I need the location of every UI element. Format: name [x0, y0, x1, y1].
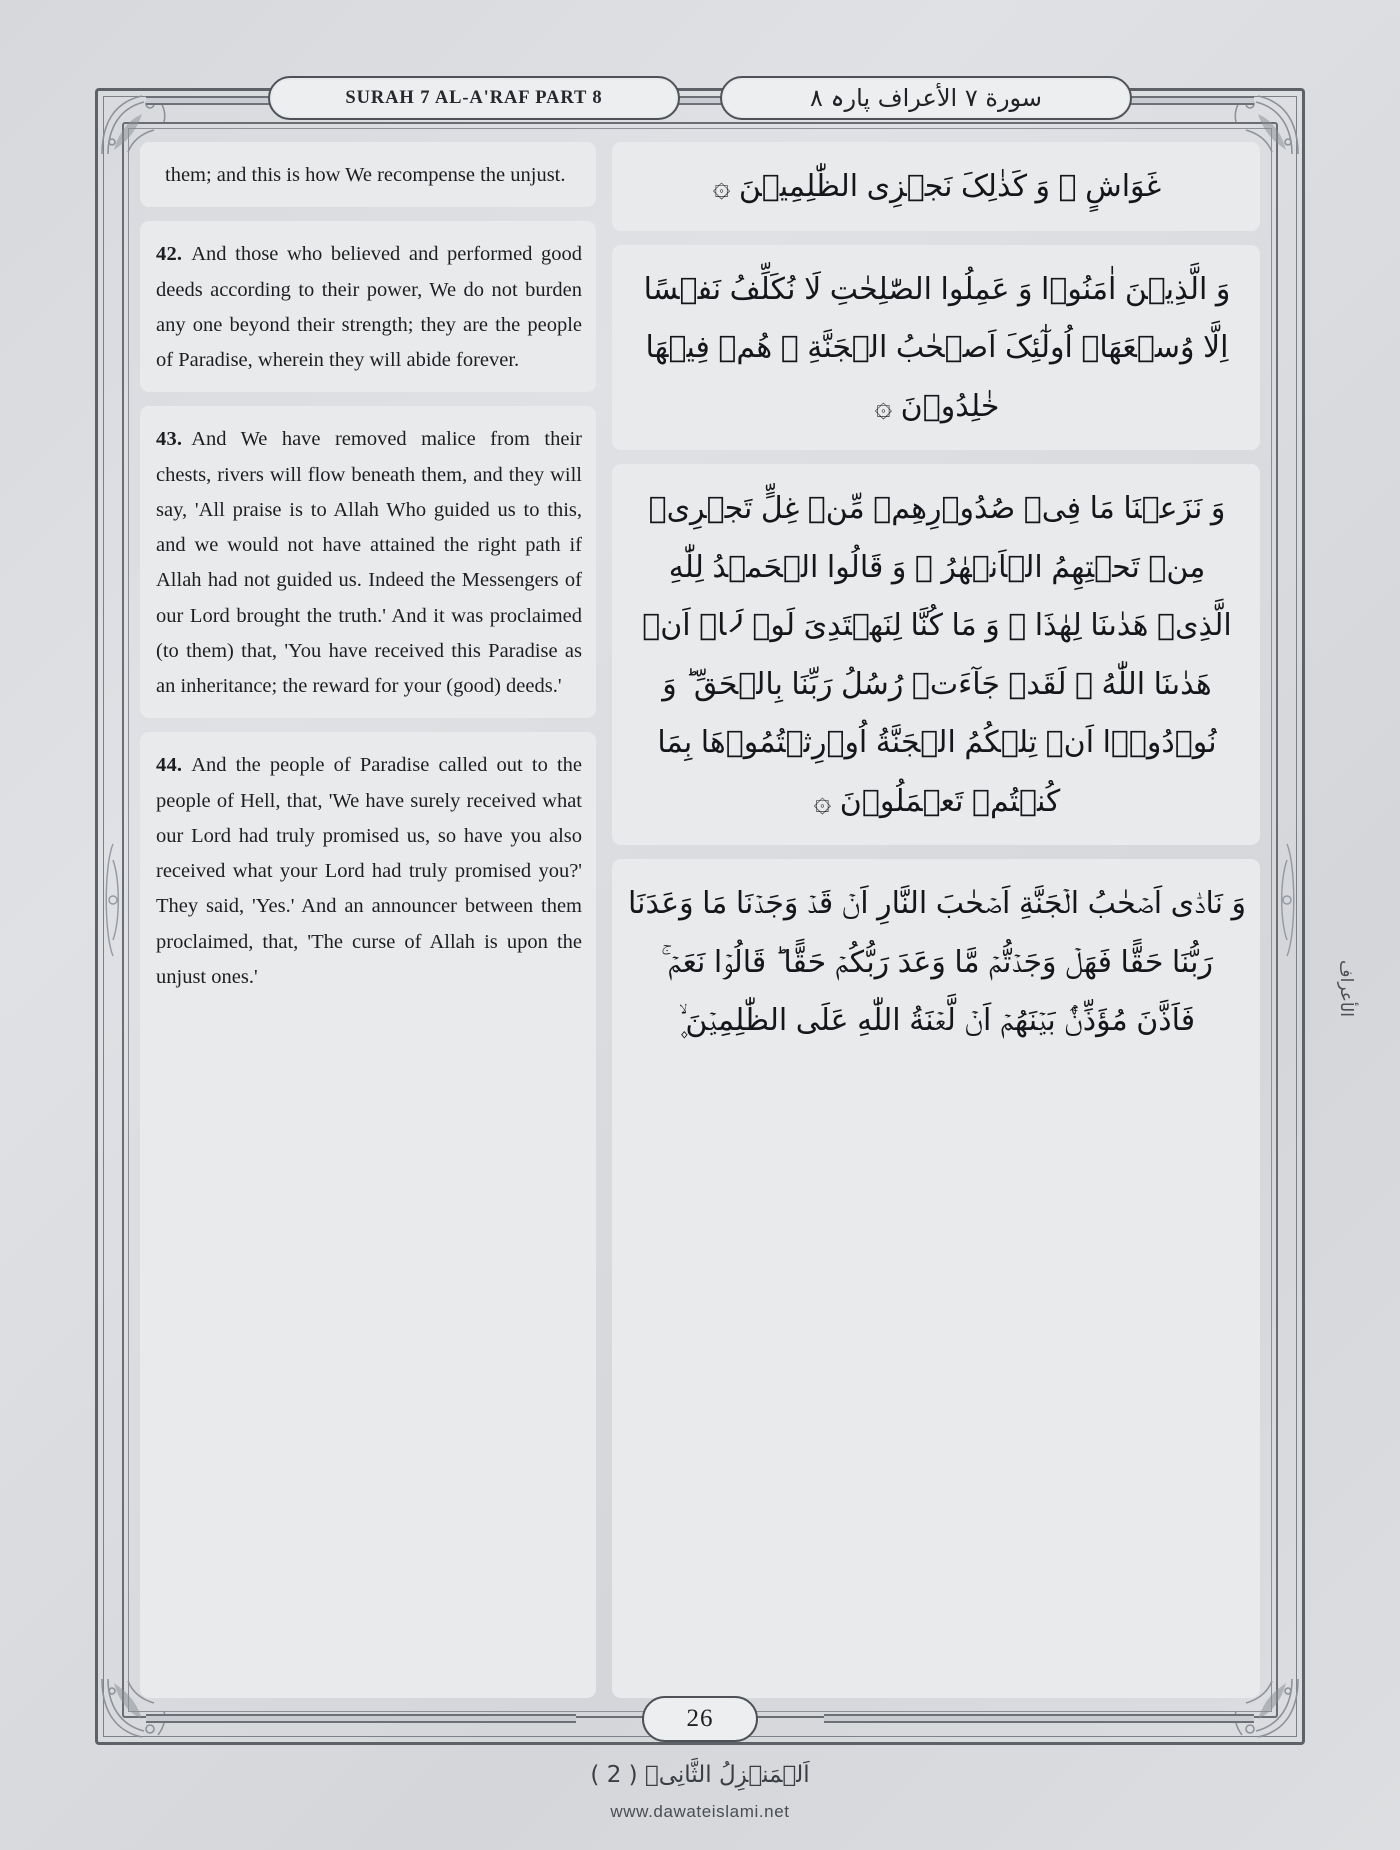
verse-text-english: And We have removed malice from their chests, rivers will flow beneath them, and they will say, 'All praise is to Allah Who guided us to this, and we would not have attained the right path if Allah had not guided us. Indeed the Messengers of our Lord brought the truth.' And it was proclaimed (to them) that, 'You have received this Paradise as an inheritance; the reward for your (good) deeds.': [156, 428, 582, 697]
translation-column: [140, 142, 596, 1698]
verse-panel-arabic: وَ نَادٰۤی اَصۡحٰبُ الۡجَنَّةِ اَصۡحٰبَ النَّارِ اَنۡ قَدۡ وَجَدۡنَا مَا وَعَدَنَا رَبُّنَا حَقًّا فَهَلۡ وَجَدۡتُّمۡ مَّا وَعَدَ رَبُّکُمۡ حَقًّا ؕ قَالُوۡا نَعَمۡ ۚ فَاَذَّنَ مُؤَذِّنٌۢ بَیۡنَهُمۡ اَنۡ لَّعۡنَةُ اللّٰهِ عَلَی الظّٰلِمِیۡنَ ۪ۙ: [612, 859, 1260, 1698]
page-footer: [0, 1650, 1400, 1850]
surah-title-cartouche-english: [268, 76, 680, 120]
header-rule-left: [146, 96, 276, 105]
verse-panel-english: [140, 732, 596, 1698]
footer-rule-right: [824, 1714, 1254, 1723]
header-rule-right: [1124, 96, 1254, 105]
verse-text-english: And those who believed and performed good deeds according to their power, We do not burden any one beyond their strength; they are the people of Paradise, wherein they will abide forever.: [156, 243, 582, 371]
footer-website-url: www.dawateislami.net: [610, 1802, 790, 1821]
verse-panel-arabic: وَ نَزَعۡنَا مَا فِیۡ صُدُوۡرِهِمۡ مِّنۡ غِلٍّ تَجۡرِیۡ مِنۡ تَحۡتِهِمُ الۡاَنۡهٰرُ ۚ وَ قَالُوا الۡحَمۡدُ لِلّٰهِ الَّذِیۡ هَدٰىنَا لِهٰذَا ۟ وَ مَا کُنَّا لِنَهۡتَدِیَ لَوۡ لَاۤ اَنۡ هَدٰىنَا اللّٰهُ ۚ لَقَدۡ جَآءَتۡ رُسُلُ رَبِّنَا بِالۡحَقِّ ؕ وَ نُوۡدُوۡۤا اَنۡ تِلۡکُمُ الۡجَنَّةُ اُوۡرِثۡتُمُوۡهَا بِمَا کُنۡتُمۡ تَعۡمَلُوۡنَ ۞: [612, 464, 1260, 845]
verse-text-english: them; and this is how We recompense the unjust.: [165, 164, 566, 186]
verse-panel-arabic: غَوَاشٍ ۭ وَ کَذٰلِکَ نَجۡزِی الظّٰلِمِیۡنَ ۞: [612, 142, 1260, 231]
verse-columns: [140, 142, 1260, 1698]
footer-rule-left: [146, 1714, 576, 1723]
side-ornament-icon: [100, 840, 126, 960]
surah-title-arabic: سورة ٧ الأعراف پارہ ٨: [809, 84, 1043, 112]
verse-panel-arabic: وَ الَّذِیۡنَ اٰمَنُوۡا وَ عَمِلُوا الصّٰلِحٰتِ لَا نُکَلِّفُ نَفۡسًا اِلَّا وُسۡعَهَاۤ اُولٰٓئِکَ اَصۡحٰبُ الۡجَنَّةِ ۚ هُمۡ فِیۡهَا خٰلِدُوۡنَ ۞: [612, 245, 1260, 451]
surah-title-cartouche-arabic: [720, 76, 1132, 120]
verse-panel-english: [140, 142, 596, 207]
margin-surah-label: الأعراف: [1336, 960, 1356, 1017]
side-ornament-icon: [1274, 840, 1300, 960]
arabic-column: [612, 142, 1260, 1698]
verse-number: 42.: [156, 243, 183, 266]
page-number: 26: [686, 1705, 714, 1732]
surah-title-english: SURAH 7 AL-A'RAF PART 8: [345, 87, 603, 108]
verse-text-english: And the people of Paradise called out to the people of Hell, that, 'We have surely received what our Lord had truly promised us, so have you also received what your Lord had truly promised you?' They said, 'Yes.' And an announcer between them proclaimed, that, 'The curse of Allah is upon the unjust ones.': [156, 754, 582, 988]
verse-panel-english: [140, 406, 596, 718]
verse-number: 43.: [156, 428, 183, 451]
footer-arabic-note: اَلۡمَنۡزِلُ الثَّانِیۡ ( 2 ): [590, 1762, 810, 1788]
page-number-cartouche: [642, 1696, 758, 1742]
verse-panel-english: [140, 221, 596, 392]
page-header: [128, 72, 1272, 124]
verse-number: 44.: [156, 754, 183, 777]
